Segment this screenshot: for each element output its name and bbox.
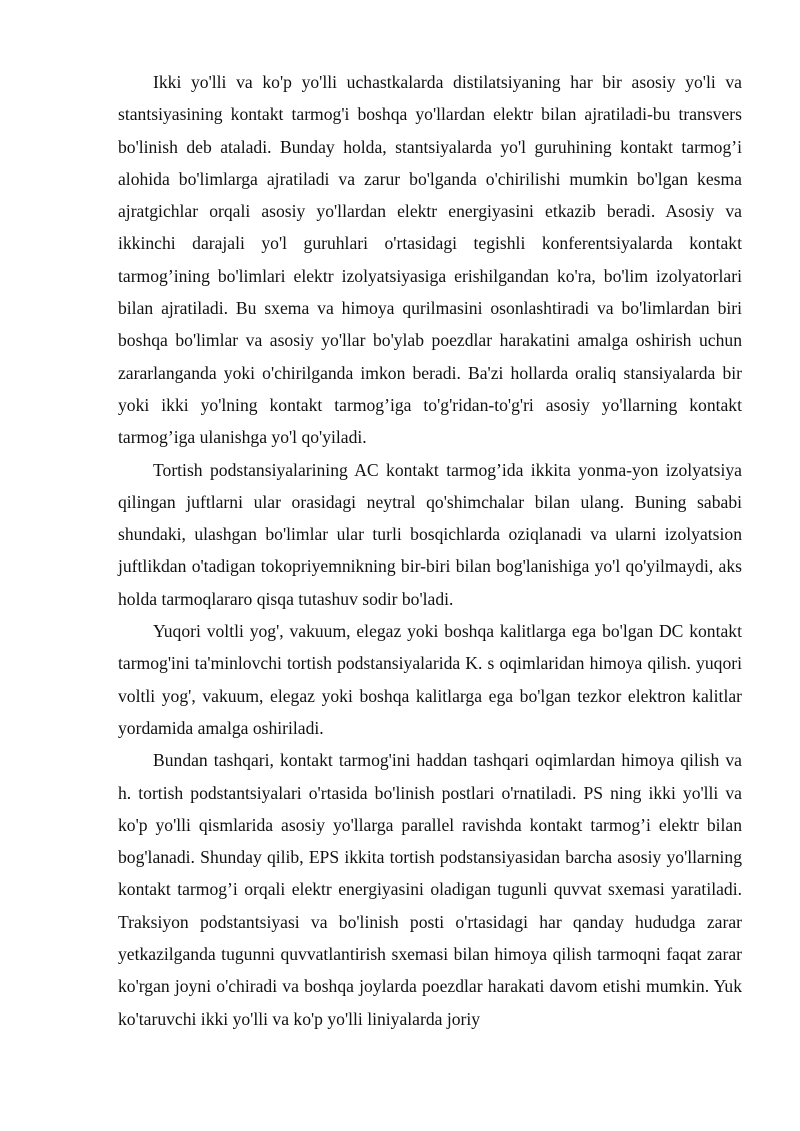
document-page <box>118 66 742 1035</box>
paragraph-dc-protection: Yuqori voltli yog', vakuum, elegaz yoki boshqa kalitlarga ega bo'lgan DC kontakt tarmog'ini ta'minlovchi tortish podstansiyalarida K. s oqimlaridan himoya qilish. yuqori voltli yog', vakuum, elegaz yoki boshqa kalitlarga ega bo'lgan tezkor elektron kalitlar yordamida amalga oshiriladi. <box>118 621 742 738</box>
paragraph-sectioning-posts: Bundan tashqari, kontakt tarmog'ini haddan tashqari oqimlardan himoya qilish va h. tortish podstantsiyalari o'rtasida bo'linish postlari o'rnatiladi. PS ning ikki yo'lli va ko'p yo'lli qismlarida asosiy yo'llarga parallel ravishda kontakt tarmog’i elektr bilan bog'lanadi. Shunday qilib, EPS ikkita tortish podstansiyasidan barcha asosiy yo'llarning kontakt tarmog’i orqali elektr energiyasini oladigan tugunli quvvat sxemasi yaratiladi. Traksiyon podstantsiyasi va bo'linish posti o'rtasidagi har qanday hududga zarar yetkazilganda tugunni quvvatlantirish sxemasi bilan himoya qilish tarmoqni faqat zarar ko'rgan joyni o'chiradi va boshqa joylarda poezdlar harakati davom etishi mumkin. Yuk ko'taruvchi ikki yo'lli va ko'p yo'lli liniyalarda joriy <box>118 750 742 1029</box>
paragraph-ac-neutral-inserts: Tortish podstansiyalarining AC kontakt tarmog’ida ikkita yonma-yon izolyatsiya qilingan juftlarni ular orasidagi neytral qo'shimchalar bilan ulang. Buning sababi shundaki, ulashgan bo'limlar ular turli bosqichlarda oziqlanadi va ularni izolyatsion juftlikdan o'tadigan tokopriyemnikning bir-biri bilan bog'lanishiga yo'l qo'yilmaydi, aks holda tarmoqlararo qisqa tutashuv sodir bo'ladi. <box>118 459 742 609</box>
paragraph-transverse-sectioning: Ikki yo'lli va ko'p yo'lli uchastkalarda distilatsiyaning har bir asosiy yo'li va stantsiyasining kontakt tarmog'i boshqa yo'llardan elektr bilan ajratiladi-bu transvers bo'linish deb ataladi. Bunday holda, stantsiyalarda yo'l guruhining kontakt tarmog’i alohida bo'limlarga ajratiladi va zarur bo'lganda o'chirilishi mumkin bo'lgan kesma ajratgichlar orqali asosiy yo'llardan elektr energiyasini etkazib beradi. Asosiy va ikkinchi darajali yo'l guruhlari o'rtasidagi tegishli konferentsiyalarda kontakt tarmog’ining bo'limlari elektr izolyatsiyasiga erishilgandan ko'ra, bo'lim izolyatorlari bilan ajratiladi. Bu sxema va himoya qurilmasini osonlashtiradi va bo'limlardan biri boshqa bo'limlar va asosiy yo'llar bo'ylab poezdlar harakatini amalga oshirish uchun zararlanganda yoki o'chirilganda imkon beradi. Ba'zi hollarda oraliq stansiyalarda bir yoki ikki yo'lning kontakt tarmog’iga to'g'ridan-to'g'ri asosiy yo'llarning kontakt tarmog’iga ulanishga yo'l qo'yiladi. <box>118 72 742 448</box>
